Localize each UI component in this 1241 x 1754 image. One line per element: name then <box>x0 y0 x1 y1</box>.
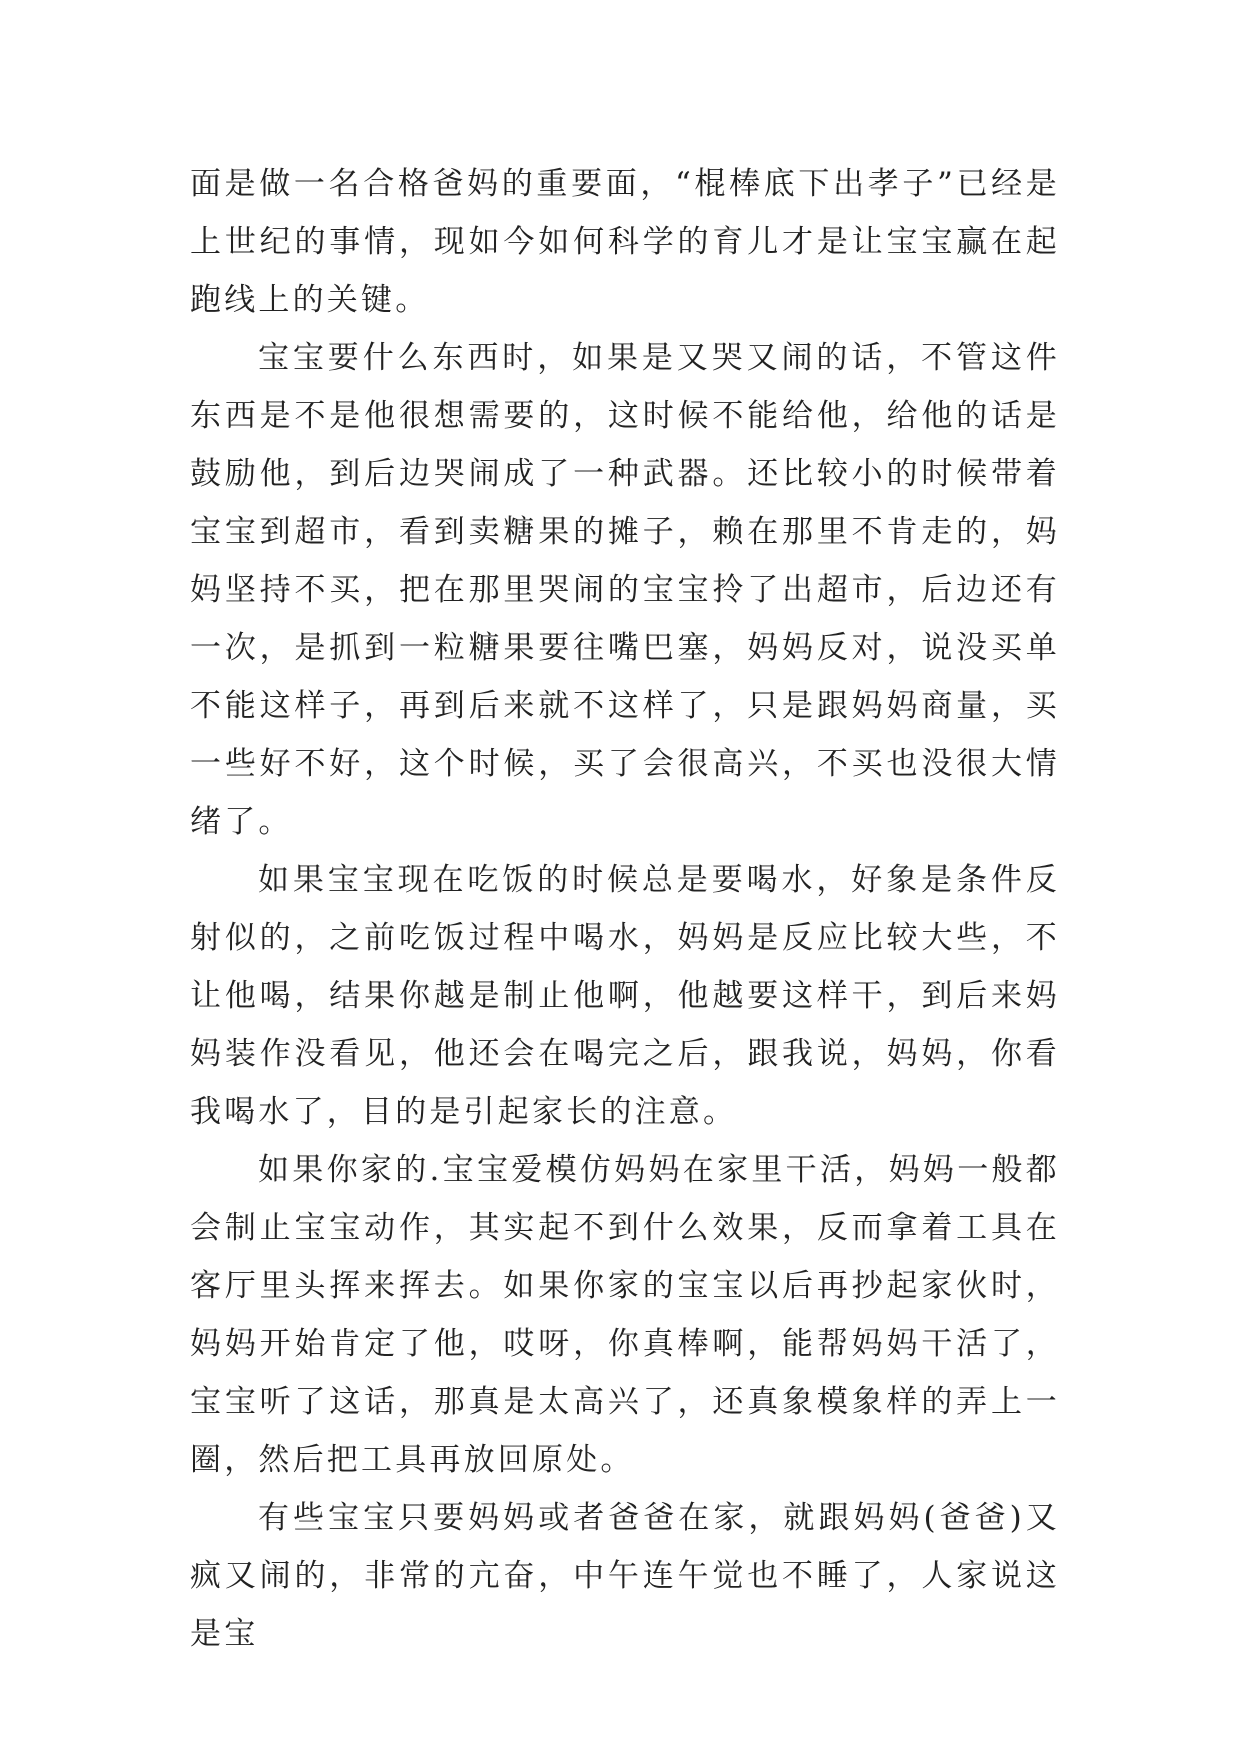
paragraph: 面是做一名合格爸妈的重要面，“棍棒底下出孝子”已经是上世纪的事情，现如今如何科学的育儿才是让宝宝赢在起跑线上的关键。 <box>190 166 1060 318</box>
paragraph: 宝宝要什么东西时，如果是又哭又闹的话，不管这件东西是不是他很想需要的，这时候不能给他，给他的话是鼓励他，到后边哭闹成了一种武器。还比较小的时候带着宝宝到超市，看到卖糖果的摊子，赖在那里不肯走的，妈妈坚持不买，把在那里哭闹的宝宝拎了出超市，后边还有一次，是抓到一粒糖果要往嘴巴塞，妈妈反对，说没买单不能这样子，再到后来就不这样了，只是跟妈妈商量，买一些好不好，这个时候，买了会很高兴，不买也没很大情绪了。 <box>190 340 1060 840</box>
paragraph: 有些宝宝只要妈妈或者爸爸在家，就跟妈妈(爸爸)又疯又闹的，非常的亢奋，中午连午觉也不睡了，人家说这是宝 <box>190 1500 1060 1652</box>
document-body <box>190 155 1060 1663</box>
paragraph: 如果宝宝现在吃饭的时候总是要喝水，好象是条件反射似的，之前吃饭过程中喝水，妈妈是反应比较大些，不让他喝，结果你越是制止他啊，他越要这样干，到后来妈妈装作没看见，他还会在喝完之后，跟我说，妈妈，你看我喝水了，目的是引起家长的注意。 <box>190 862 1060 1130</box>
paragraph: 如果你家的.宝宝爱模仿妈妈在家里干活，妈妈一般都会制止宝宝动作，其实起不到什么效果，反而拿着工具在客厅里头挥来挥去。如果你家的宝宝以后再抄起家伙时，妈妈开始肯定了他，哎呀，你真棒啊，能帮妈妈干活了，宝宝听了这话，那真是太高兴了，还真象模象样的弄上一圈，然后把工具再放回原处。 <box>190 1152 1060 1478</box>
